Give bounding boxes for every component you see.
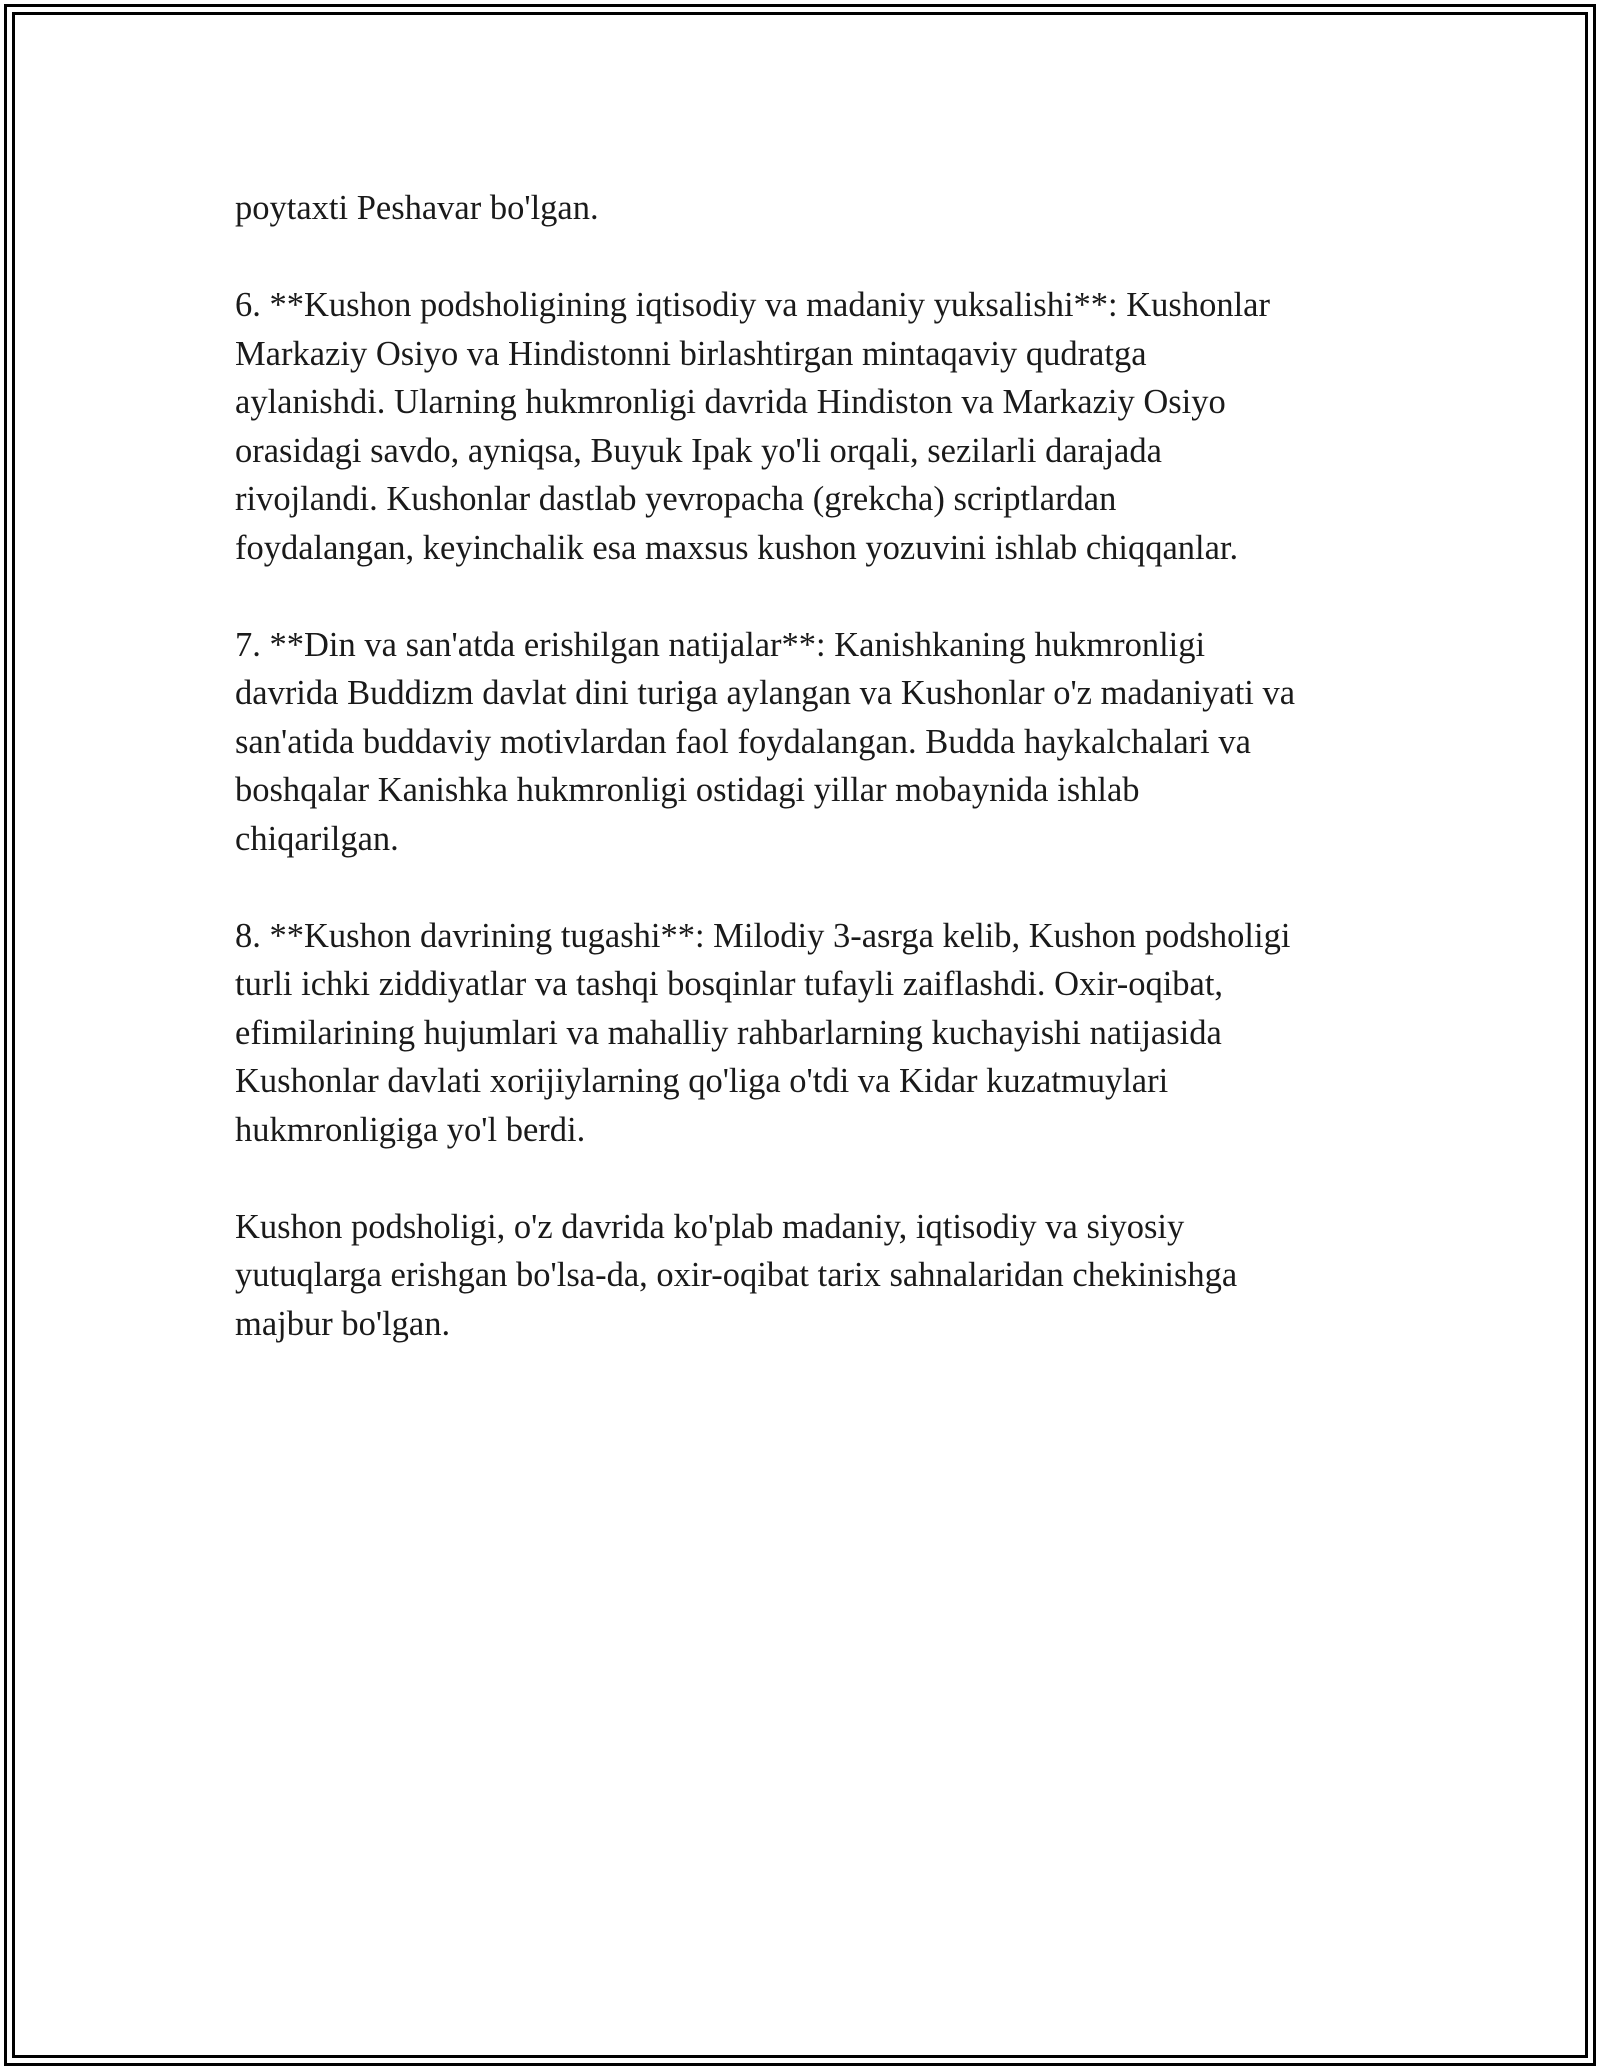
text-line: Kushon podsholigi, o'z davrida ko'plab madaniy, iqtisodiy va siyosiy: [235, 1207, 1185, 1246]
paragraph-item-8: [235, 912, 1385, 1155]
text-line: san'atida buddaviy motivlardan faol foydalangan. Budda haykalchalari va: [235, 722, 1251, 761]
text-line: foydalangan, keyinchalik esa maxsus kushon yozuvini ishlab chiqqanlar.: [235, 528, 1239, 567]
text-line: chiqarilgan.: [235, 819, 399, 858]
document-body: [235, 184, 1385, 1397]
text-line: 6. **Kushon podsholigining iqtisodiy va madaniy yuksalishi**: Kushonlar: [235, 286, 1270, 324]
text-line: hukmronligiga yo'l berdi.: [235, 1110, 586, 1149]
text-line: turli ichki ziddiyatlar va tashqi bosqinlar tufayli zaiflashdi. Oxir-oqibat,: [235, 965, 1224, 1003]
text-line: Kushonlar davlati xorijiylarning qo'liga o'tdi va Kidar kuzatmuylari: [235, 1062, 1169, 1100]
text-line: boshqalar Kanishka hukmronligi ostidagi yillar mobaynida ishlab: [235, 771, 1140, 809]
text-line: poytaxti Peshavar bo'lgan.: [235, 189, 599, 227]
paragraph-conclusion: [235, 1203, 1385, 1349]
text-line: orasidagi savdo, ayniqsa, Buyuk Ipak yo'li orqali, sezilarli darajada: [235, 431, 1162, 470]
text-line: majbur bo'lgan.: [235, 1304, 451, 1343]
text-line: aylanishdi. Ularning hukmronligi davrida Hindiston va Markaziy Osiyo: [235, 383, 1226, 421]
text-line: 8. **Kushon davrining tugashi**: Milodiy 3-asrga kelib, Kushon podsholigi: [235, 916, 1291, 955]
paragraph-item-7: [235, 621, 1385, 864]
text-line: rivojlandi. Kushonlar dastlab yevropacha (grekcha) scriptlardan: [235, 480, 1117, 518]
text-line: Markaziy Osiyo va Hindistonni birlashtirgan mintaqaviy qudratga: [235, 334, 1147, 373]
text-line: davrida Buddizm davlat dini turiga aylangan va Kushonlar o'z madaniyati va: [235, 674, 1296, 712]
paragraph-continuation: [235, 184, 1385, 233]
text-line: yutuqlarga erishgan bo'lsa-da, oxir-oqibat tarix sahnalaridan chekinishga: [235, 1256, 1238, 1294]
paragraph-item-6: [235, 281, 1385, 572]
text-line: 7. **Din va san'atda erishilgan natijalar**: Kanishkaning hukmronligi: [235, 625, 1206, 664]
text-line: efimilarining hujumlari va mahalliy rahbarlarning kuchayishi natijasida: [235, 1013, 1222, 1052]
